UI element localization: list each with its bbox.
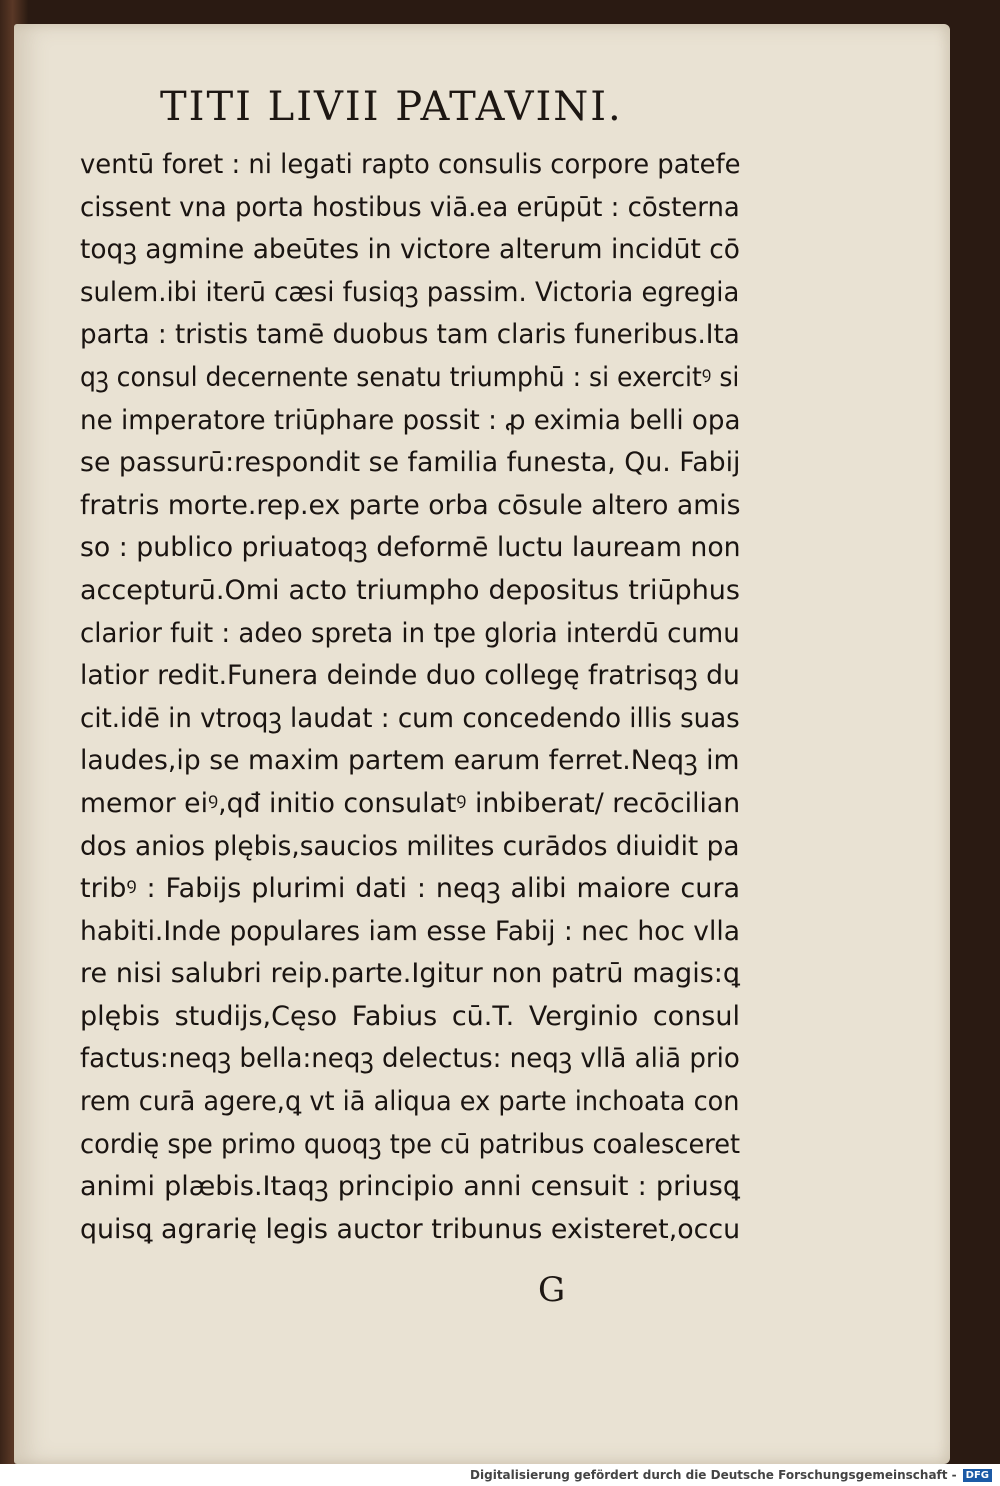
text-line: parta : tristis tamē duobus tam claris funeribus.Ita <box>80 319 740 351</box>
credit-text: Digitalisierung gefördert durch die Deutsche Forschungsgemeinschaft - <box>470 1468 957 1482</box>
text-line: accepturū.Omi acto triumpho depositus triūphus <box>80 574 740 606</box>
text-line: tribꝰ : Fabijs plurimi dati : neqꝫ alibi maiore cura <box>80 873 740 905</box>
text-line: cordię spe primo quoqꝫ tpe cū patribus coalesceret <box>80 1128 741 1160</box>
text-line: so : publico priuatoqꝫ deformē luctu lauream non <box>80 532 741 564</box>
text-line: re nisi salubri reip.parte.Igitur non patrū magis:ꝗ <box>80 958 740 990</box>
text-line: cit.idē in vtroqꝫ laudat : cum concedendo illis suas <box>80 702 740 734</box>
text-line: rem curā agere,ꝗ vt iā aliqua ex parte inchoata con <box>80 1086 740 1118</box>
text-line: clarior fuit : adeo spreta in tpe gloria interdū cumu <box>80 617 740 649</box>
text-line: qꝫ consul decernente senatu triumphū : si exercitꝰ si <box>80 361 740 393</box>
text-line: latior redit.Funera deinde duo collegę fratrisqꝫ du <box>80 660 740 692</box>
text-line: sulem.ibi iterū cæsi fusiqꝫ passim. Victoria egregia <box>80 276 740 308</box>
signature-mark: G <box>538 1270 566 1310</box>
running-head: TITI LIVII PATAVINI. <box>160 84 623 130</box>
text-line: quisꝗ agrarię legis auctor tribunus existeret,occu <box>80 1213 741 1245</box>
text-line: ne imperatore triūphare possit : ꝓ eximia belli opa <box>80 404 741 436</box>
dfg-logo: DFG <box>963 1469 992 1482</box>
text-block <box>80 144 740 1251</box>
digitization-credit <box>470 1464 992 1486</box>
text-line: animi plæbis.Itaqꝫ principio anni censuit : priusꝗ <box>80 1171 740 1203</box>
text-line: toqꝫ agmine abeūtes in victore alterum incidūt cō <box>80 234 740 266</box>
text-line: dos anios plębis,saucios milites curādos diuidit pa <box>80 830 740 862</box>
text-line: habiti.Inde populares iam esse Fabij : nec hoc vlla <box>80 915 740 947</box>
text-line: laudes,ip se maxim partem earum ferret.Neqꝫ im <box>80 745 740 777</box>
text-line: factus:neqꝫ bella:neqꝫ delectus: neqꝫ vllā aliā prio <box>80 1043 740 1075</box>
text-line: fratris morte.rep.ex parte orba cōsule altero amis <box>80 489 741 521</box>
text-line: plębis studijs,Cęso Fabius cū.T. Verginio consul <box>80 1000 740 1032</box>
text-line: ventū foret : ni legati rapto consulis corpore patefe <box>80 149 741 180</box>
text-line: cissent vna porta hostibus viā.ea erūpūt : cōsterna <box>80 191 740 223</box>
text-line: memor eiꝰ,qđ initio consulatꝰ inbiberat/ recōcilian <box>80 787 741 819</box>
text-line: se passurū:respondit se familia funesta, Qu. Fabij <box>80 447 741 479</box>
